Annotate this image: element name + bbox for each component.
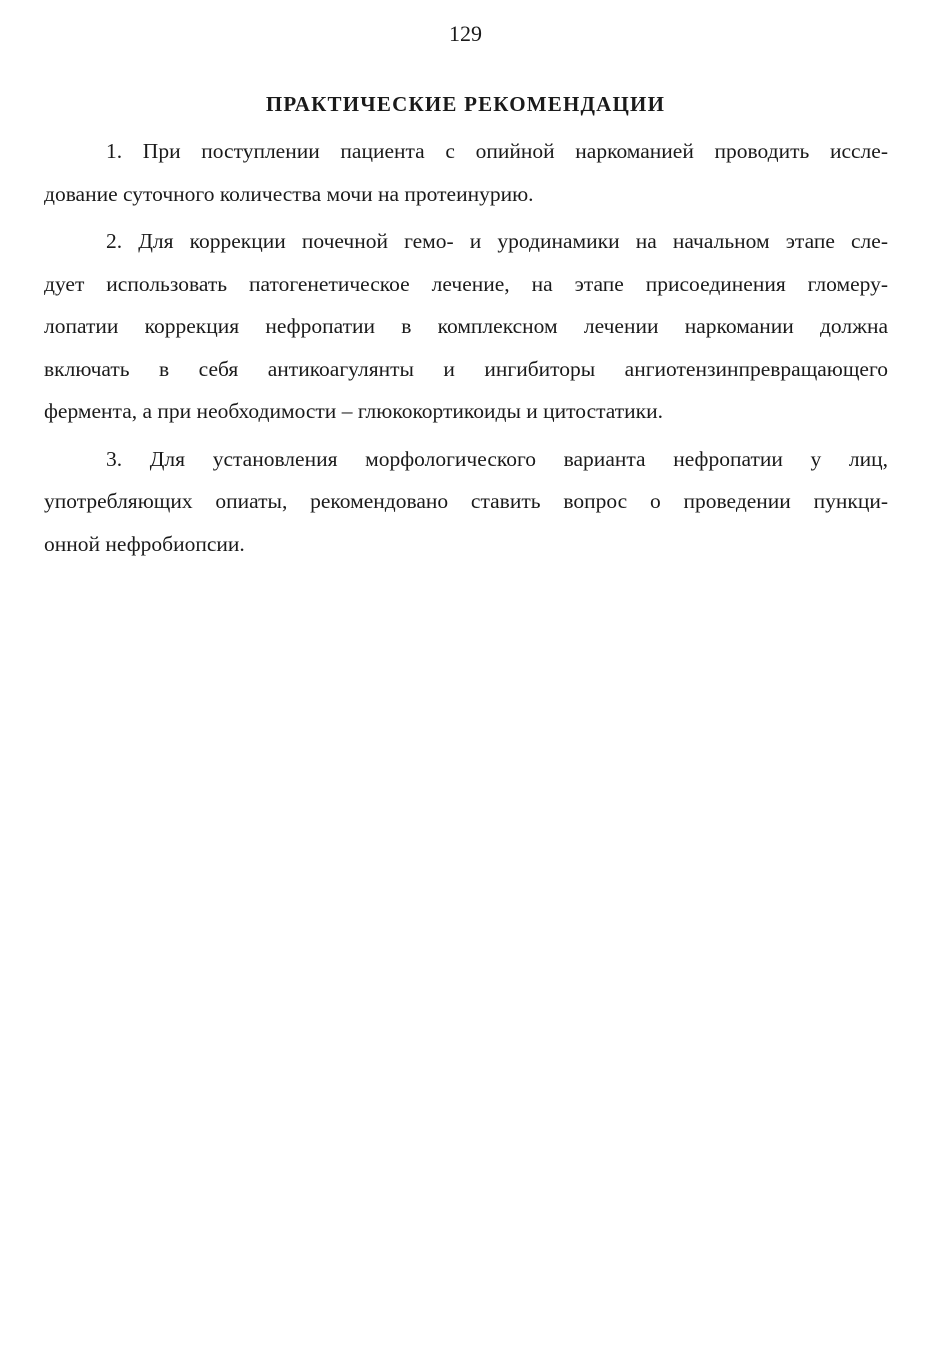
text-line: онной нефробиопсии. — [44, 531, 245, 556]
recommendations-body — [44, 130, 888, 570]
text-line: дование суточного количества мочи на протеинурию. — [44, 181, 534, 206]
text-line: дует использовать патогенетическое лечение, на этапе присоединения гломеру- — [44, 271, 888, 296]
text-line: 2. Для коррекции почечной гемо- и уродинамики на начальном этапе сле- — [106, 229, 888, 253]
text-line: употребляющих опиаты, рекомендовано ставить вопрос о проведении пункци- — [44, 489, 888, 513]
text-line: включать в себя антикоагулянты и ингибиторы ангиотензинпревращающего — [44, 356, 888, 381]
recommendation-paragraph-2 — [44, 220, 888, 433]
recommendation-paragraph-3 — [44, 438, 888, 566]
text-line: 3. Для установления морфологического варианта нефропатии у лиц, — [106, 446, 888, 471]
section-heading: ПРАКТИЧЕСКИЕ РЕКОМЕНДАЦИИ — [265, 92, 666, 116]
text-line: 1. При поступлении пациента с опийной наркоманией проводить иссле- — [106, 139, 888, 163]
text-line: фермента, а при необходимости – глюкокортикоиды и цитостатики. — [44, 399, 663, 423]
text-line: лопатии коррекция нефропатии в комплексном лечении наркомании должна — [44, 314, 888, 338]
page-number: 129 — [449, 21, 482, 46]
recommendation-paragraph-1 — [44, 130, 888, 215]
